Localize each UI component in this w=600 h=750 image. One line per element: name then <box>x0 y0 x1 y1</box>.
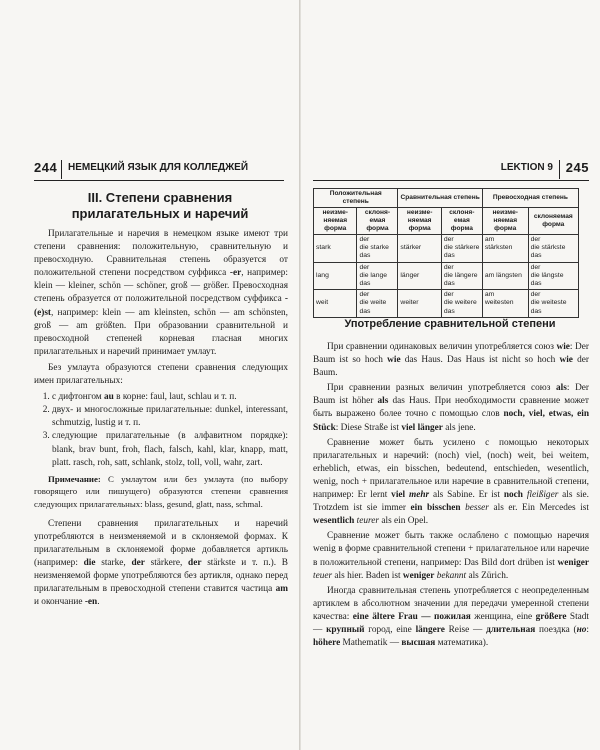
table-row <box>314 290 579 318</box>
table-cell: am längsten <box>482 262 528 290</box>
table-cell: am weitesten <box>482 290 528 318</box>
list-item: 3. следующие прилагательные (в алфавитном порядке): blank, brav bunt, froh, flach, falsch, kahl, klar, knapp, matt, platt. rasch, roh, satt, schlank, stolz, toll, voll, wahr, zart. <box>52 430 288 469</box>
paragraph: При сравнении разных величин употребляется союз als: Der Baum ist höher als das Haus. При необходимости сравнение может быть выражено более точно с помощью слов noch, viel, etwas, ein Stück: Diese Straße ist viel länger als jene. <box>313 383 590 433</box>
note-paragraph: Примечание: С умлаутом или без умлаута (по выбору говорящего или пишущего) образуются степени сравнения следующих прилагательных: blass, gesund, glatt, nass, schmal. <box>34 473 288 509</box>
comparison-table <box>313 188 579 318</box>
table-cell: stark <box>314 235 357 263</box>
header-divider <box>559 160 560 179</box>
left-page <box>0 0 299 750</box>
table-cell: der die stärkere das <box>441 235 482 263</box>
numbered-list <box>34 391 288 470</box>
table-header: Положительная степень <box>314 189 398 208</box>
table-cell: der die stärkste das <box>528 235 578 263</box>
list-item: 1. с дифтонгом au в корне: faul, laut, schlau и т. п. <box>52 391 288 404</box>
table-cell: weiter <box>398 290 441 318</box>
paragraph: Степени сравнения прилагательных и наречий употребляются в неизменяемой и в склоняемой формах. К прилагательным в склоняемой форме добавляется артикль (например: die starke, der stärkere, der stärkste и т. п.). В неизменяемой форме употребляются без артикля, однако перед прилагательным в превосходной степени ставится частица am и окончание -en. <box>34 518 288 608</box>
page-number: 245 <box>565 160 589 175</box>
list-item: 2. двух- и многосложные прилагательные: dunkel, interessant, schmutzig, lustig и т. п. <box>52 404 288 430</box>
paragraph: Без умлаута образуются степени сравнения следующих имен прилагательных: <box>34 362 288 387</box>
table-cell: stärker <box>398 235 441 263</box>
table-cell: der die starke das <box>357 235 398 263</box>
right-body-text <box>313 341 589 652</box>
running-header-title: НЕМЕЦКИЙ ЯЗЫК ДЛЯ КОЛЛЕДЖЕЙ <box>68 162 249 173</box>
paragraph: При сравнении одинаковых величин употребляется союз wie: Der Baum ist so hoch wie das Haus. Das Haus ist nicht so hoch wie der Baum. <box>313 342 589 379</box>
paragraph: Сравнение может быть также ослаблено с помощью наречия wenig в форме сравнительной степени + прилагательное или наречие в положительной степени, например: Das Bild dort drüben ist weniger teuer als hier. Baden ist weniger bekannt als Zürich. <box>313 531 589 581</box>
page-number: 244 <box>34 160 58 175</box>
section-title: III. Степени сравнения прилагательных и наречий <box>71 190 249 221</box>
running-header-title: LEKTION 9 <box>500 162 553 173</box>
table-subheader: неизме-няемая форма <box>314 208 357 235</box>
table-cell: der die weitere das <box>441 290 482 318</box>
table-subheader: склоня-емая форма <box>441 208 482 235</box>
table-cell: der die längste das <box>528 262 578 290</box>
table-subheader: склоня-емая форма <box>357 208 398 235</box>
header-divider <box>61 160 62 179</box>
table-cell: lang <box>314 262 357 290</box>
table-subheader: неизме-няемая форма <box>482 208 528 235</box>
table-cell: der die lange das <box>357 262 398 290</box>
table-subheader: склоняемая форма <box>528 208 578 235</box>
table-header-row <box>314 189 579 208</box>
table-header: Сравнительная степень <box>398 189 482 208</box>
left-body-text <box>34 228 288 613</box>
right-page <box>301 0 600 750</box>
table-cell: am stärksten <box>482 235 528 263</box>
running-header-left <box>34 160 284 181</box>
table-cell: der die weiteste das <box>528 290 578 318</box>
table-cell: der die längere das <box>441 262 482 290</box>
subsection-title: Употребление сравнительной степени <box>344 318 556 330</box>
table-row <box>314 262 579 290</box>
paragraph: Прилагательные и наречия в немецком языке имеют три степени сравнения: положительную, сравнительную и превосходную. Сравнительная степень образуется от положительной степени посредством суффикса -er, например: klein — kleiner, schön — schöner, groß — größer. Превосходная степень образуется от положительной посредством суффикса -(e)st, например: klein — am kleinsten, schön — am schönsten, groß — am größten. При образовании сравнительной и превосходной степеней корневая гласная многих прилагательных и наречий принимает умлаут. <box>34 229 288 357</box>
table-cell: länger <box>398 262 441 290</box>
table-header: Превосходная степень <box>482 189 578 208</box>
paragraph: Иногда сравнительная степень употребляется с неопределенным артиклем в абсолютном значении для передачи умеренной степени качества: eine ältere Frau — пожилая женщина, eine größere Stadt — крупный город, eine längere Reise — длительная поездка (но: höhere Mathematik — высшая математика). <box>313 585 590 649</box>
table-body <box>314 235 579 318</box>
running-header-right <box>313 160 589 181</box>
table-cell: der die weite das <box>357 290 398 318</box>
table-cell: weit <box>314 290 357 318</box>
table-row <box>314 235 579 263</box>
paragraph: Сравнение может быть усилено с помощью некоторых прилагательных и наречий: (noch) viel, (noch) weit, bei weitem, erheblich, etwas, ein bisschen, bedeutend, entschieden, wesentlich, wenig, noch + прилагательное или наречие в сравнительной степени, например: Er lernt viel mehr als Sabine. Er ist noch fleißiger als sie. Trotzdem ist sie immer ein bisschen besser als er. Ein Mercedes ist wesentlich teurer als ein Opel. <box>313 437 590 527</box>
table-subheader-row <box>314 208 579 235</box>
table-subheader: неизме-няемая форма <box>398 208 441 235</box>
